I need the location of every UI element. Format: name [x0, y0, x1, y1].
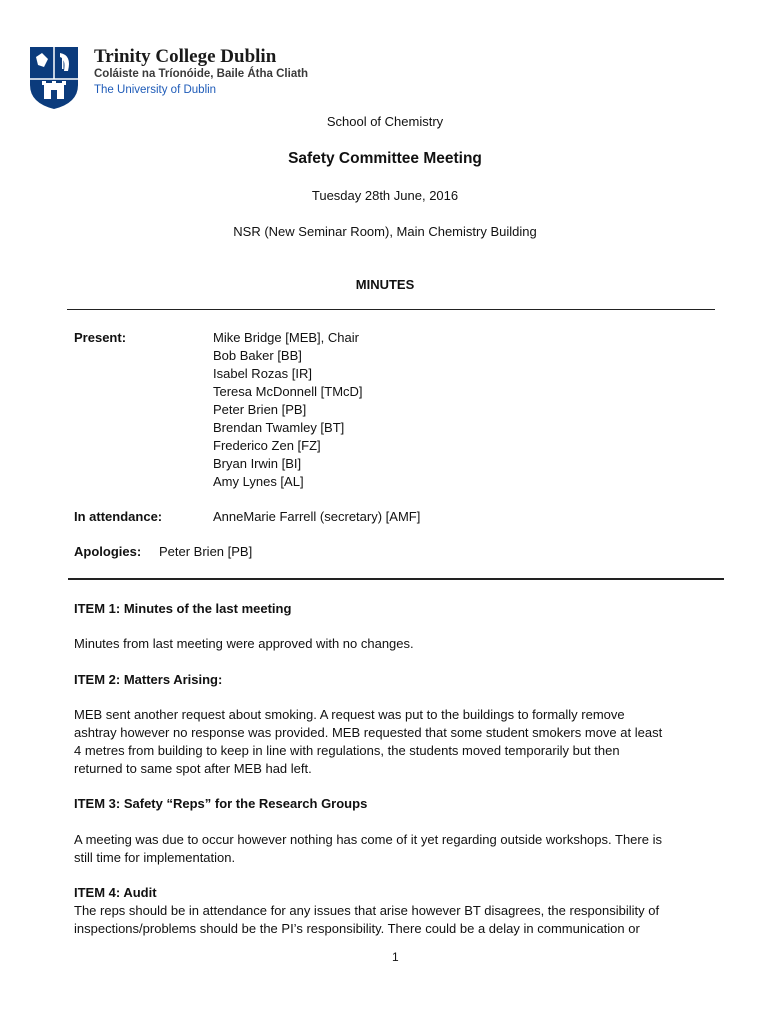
paragraph-line: inspections/problems should be the PI’s responsibility. There could be a delay in communication or — [74, 921, 640, 936]
attendance-label: In attendance: — [74, 509, 163, 524]
paragraph-line: MEB sent another request about smoking. A request was put to the buildings to formally remove — [74, 707, 625, 722]
apologies-value: Peter Brien [PB] — [159, 544, 253, 559]
meeting-location: NSR (New Seminar Room), Main Chemistry Building — [233, 224, 537, 239]
logo-university-name: The University of Dublin — [94, 84, 217, 96]
logo-irish-name: Coláiste na Tríonóide, Baile Átha Cliath — [94, 68, 309, 80]
present-member: Bryan Irwin [BI] — [213, 456, 302, 471]
logo-title: Trinity College Dublin — [94, 46, 277, 67]
header-divider — [67, 309, 715, 310]
present-label: Present: — [74, 330, 127, 345]
paragraph-line: returned to same spot after MEB had left. — [74, 761, 312, 776]
meeting-title: Safety Committee Meeting — [288, 150, 482, 167]
item3-text — [74, 831, 724, 867]
present-member: Mike Bridge [MEB], Chair — [213, 330, 359, 345]
paragraph-line: still time for implementation. — [74, 850, 236, 865]
school-name: School of Chemistry — [326, 114, 444, 129]
present-member: Frederico Zen [FZ] — [213, 438, 321, 453]
paragraph-line: The reps should be in attendance for any issues that arise however BT disagrees, the responsibility of — [74, 903, 660, 918]
present-member: Brendan Twamley [BT] — [213, 420, 345, 435]
present-member: Teresa McDonnell [TMcD] — [213, 384, 363, 399]
present-member: Isabel Rozas [IR] — [213, 366, 312, 381]
present-member: Amy Lynes [AL] — [213, 474, 304, 489]
college-crest-icon — [28, 45, 80, 111]
item1-heading: ITEM 1: Minutes of the last meeting — [74, 601, 292, 616]
paragraph-line: A meeting was due to occur however nothing has come of it yet regarding outside workshops. There is — [74, 832, 662, 847]
page-number: 1 — [392, 950, 399, 964]
attendance-value: AnneMarie Farrell (secretary) [AMF] — [213, 509, 421, 524]
item4-text — [74, 902, 724, 938]
present-list — [213, 329, 363, 491]
minutes-label: MINUTES — [355, 277, 415, 292]
paragraph-line: 4 metres from building to keep in line with regulations, the students moved temporarily but then — [74, 743, 620, 758]
attendance-divider — [68, 578, 724, 580]
present-member: Bob Baker [BB] — [213, 348, 302, 363]
apologies-label: Apologies: — [74, 544, 142, 559]
item2-heading: ITEM 2: Matters Arising: — [74, 672, 223, 687]
item2-text — [74, 706, 724, 778]
item3-heading: ITEM 3: Safety “Reps” for the Research Groups — [74, 796, 368, 811]
paragraph-line: ashtray however no response was provided. MEB requested that some student smokers move at least — [74, 725, 663, 740]
present-member: Peter Brien [PB] — [213, 402, 307, 417]
item4-heading: ITEM 4: Audit — [74, 885, 157, 900]
meeting-date: Tuesday 28th June, 2016 — [311, 188, 459, 203]
item1-text: Minutes from last meeting were approved with no changes. — [74, 636, 414, 651]
